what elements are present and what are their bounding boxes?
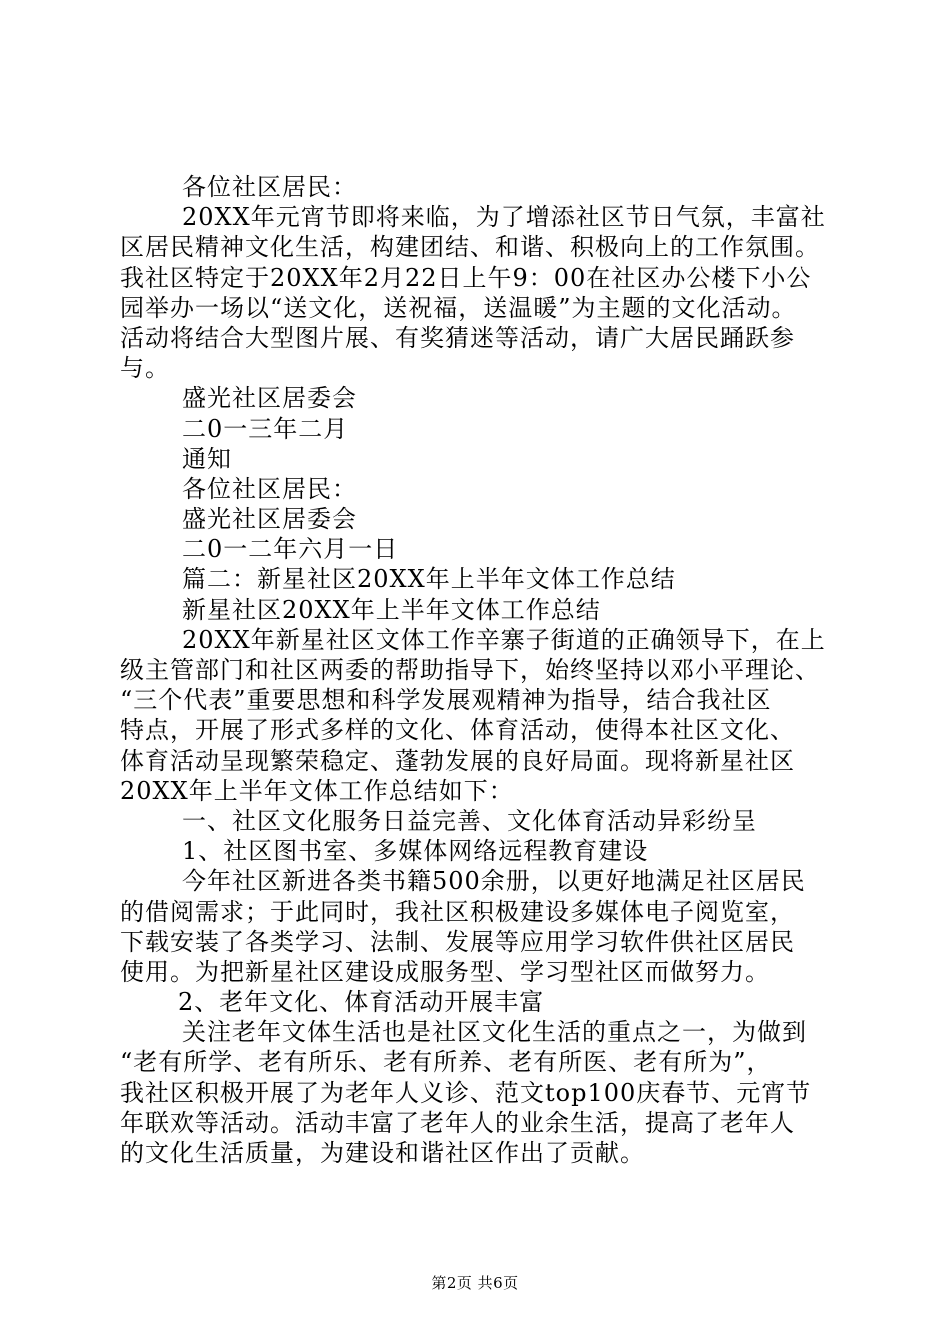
text-line: “三个代表”重要思想和科学发展观精神为指导，结合我社区 (120, 686, 772, 715)
text-line: 今年社区新进各类书籍500余册，以更好地满足社区居民 (182, 867, 806, 896)
text-line: 我社区积极开展了为老年人义诊、范文top100庆春节、元宵节 (120, 1078, 812, 1107)
text-line: 盛光社区居委会 (182, 384, 357, 413)
text-line: 级主管部门和社区两委的帮助指导下，始终坚持以邓小平理论、 (120, 656, 820, 684)
text-line: “老有所学、老有所乐、老有所养、老有所医、老有所为”， (120, 1048, 772, 1077)
text-line: 的借阅需求；于此同时，我社区积极建设多媒体电子阅览室， (120, 897, 795, 926)
text-line: 2、老年文化、体育活动开展丰富 (178, 988, 545, 1017)
document-body (120, 172, 836, 1168)
text-line: 活动将结合大型图片展、有奖猜迷等活动，请广大居民踊跃参 (120, 323, 795, 352)
text-line: 关注老年文体生活也是社区文化生活的重点之一，为做到 (182, 1018, 807, 1047)
text-line: 二0一二年六月一日 (182, 535, 399, 564)
text-line: 特点，开展了形式多样的文化、体育活动，使得本社区文化、 (120, 716, 795, 745)
text-line: 新星社区20XX年上半年文体工作总结 (182, 595, 601, 624)
text-line: 20XX年元宵节即将来临，为了增添社区节日气氛，丰富社 (182, 203, 826, 232)
text-line: 二0一三年二月 (182, 414, 349, 443)
text-line: 一、社区文化服务日益完善、文化体育活动异彩纷呈 (182, 806, 757, 835)
text-line: 各位社区居民： (182, 474, 357, 503)
text-line: 园举办一场以“送文化，送祝福，送温暖”为主题的文化活动。 (120, 293, 797, 322)
text-line: 体育活动呈现繁荣稳定、蓬勃发展的良好局面。现将新星社区 (120, 746, 795, 775)
text-line: 20XX年上半年文体工作总结如下： (120, 776, 514, 805)
text-line: 盛光社区居委会 (182, 505, 357, 534)
page-number-label: 第2页 共6页 (431, 1274, 519, 1292)
text-line: 我社区特定于20XX年2月22日上午9：00在社区办公楼下小公 (120, 263, 812, 292)
text-line: 使用。为把新星社区建设成服务型、学习型社区而做努力。 (120, 957, 770, 986)
text-line: 下载安装了各类学习、法制、发展等应用学习软件供社区居民 (120, 927, 795, 956)
text-line: 各位社区居民： (182, 173, 357, 201)
text-line: 20XX年新星社区文体工作辛寨子街道的正确领导下，在上 (182, 625, 826, 654)
text-line: 与。 (120, 354, 170, 383)
text-line: 篇二：新星社区20XX年上半年文体工作总结 (182, 565, 676, 594)
text-line: 区居民精神文化生活，构建团结、和谐、积极向上的工作氛围。 (120, 233, 820, 262)
page-footer (0, 1272, 950, 1293)
text-line: 通知 (182, 444, 232, 473)
text-line: 年联欢等活动。活动丰富了老年人的业余生活，提高了老年人 (120, 1108, 795, 1137)
text-line: 的文化生活质量，为建设和谐社区作出了贡献。 (120, 1139, 645, 1167)
text-line: 1、社区图书室、多媒体网络远程教育建设 (182, 837, 649, 866)
